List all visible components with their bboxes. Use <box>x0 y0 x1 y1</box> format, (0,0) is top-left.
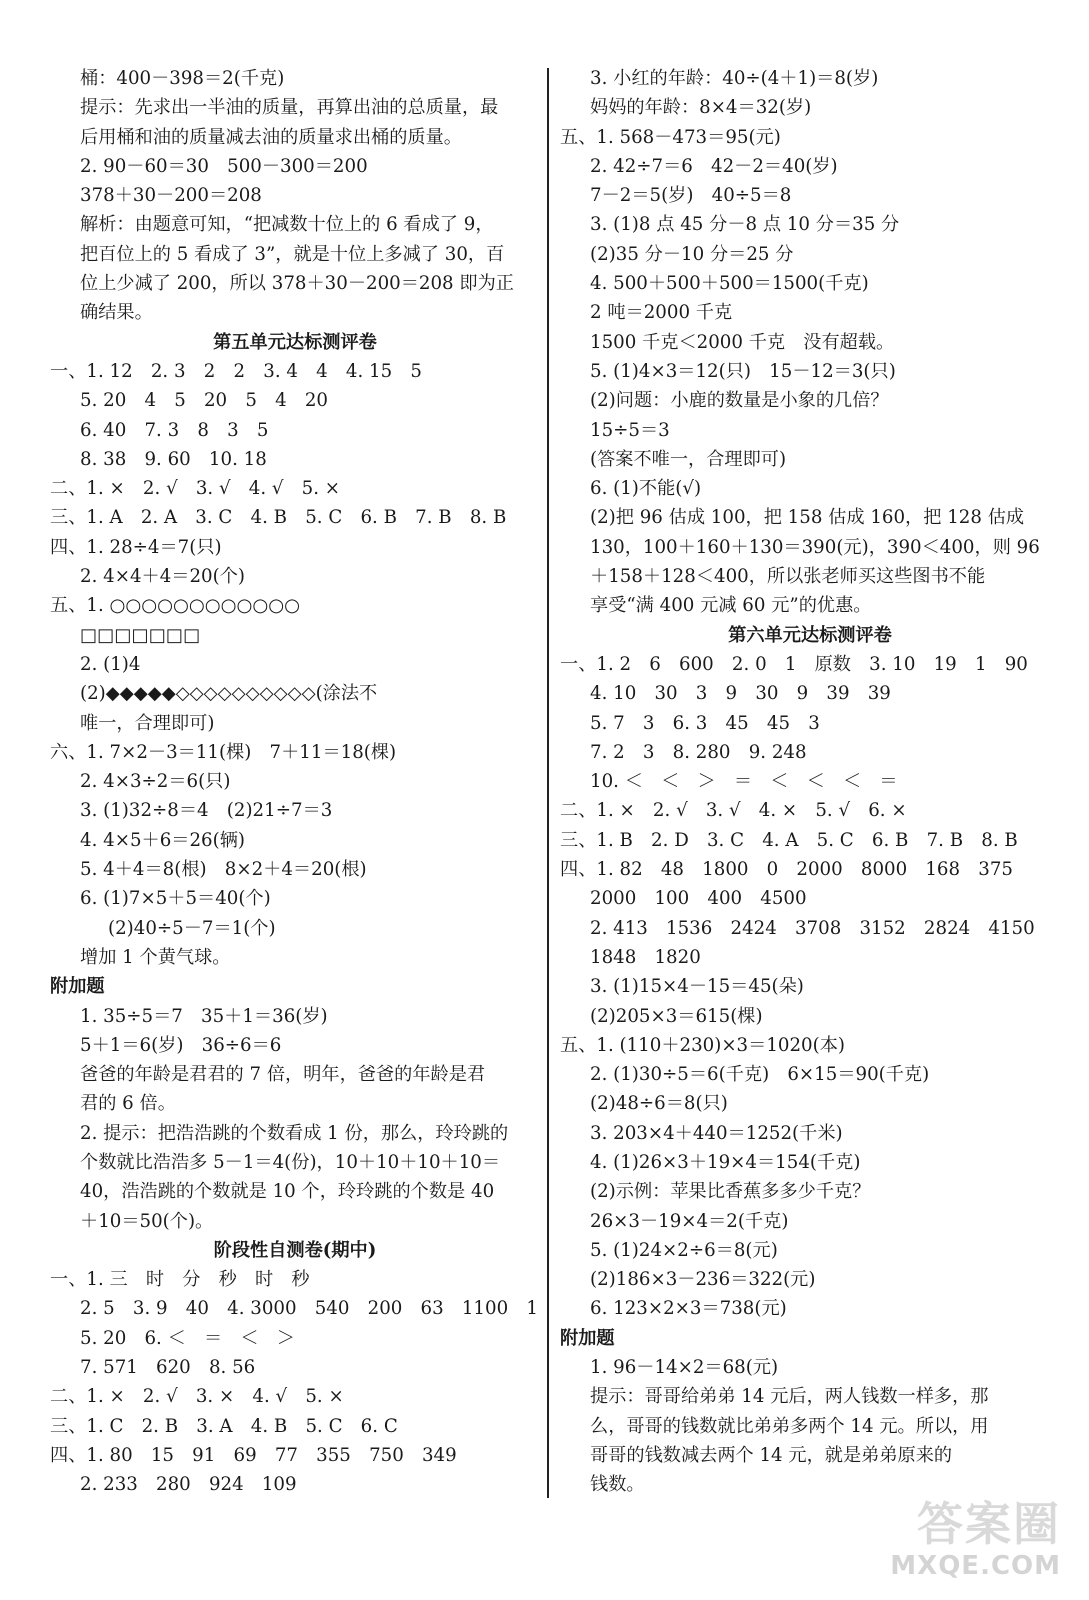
answer-line: 四、1. 80 15 91 69 77 355 750 349 <box>50 1444 457 1466</box>
answer-line: 4. (1)26×3＋19×4＝154(千克) <box>590 1151 861 1173</box>
answer-line: 7. 2 3 8. 280 9. 248 <box>590 741 807 763</box>
answer-line: (答案不唯一，合理即可) <box>590 448 787 470</box>
answer-line: 四、1. 28÷4＝7(只) <box>50 536 222 558</box>
answer-line: 桶：400－398＝2(千克) <box>80 68 285 89</box>
answer-line: 2. 提示：把浩浩跳的个数看成 1 份，那么，玲玲跳的 <box>80 1122 509 1144</box>
answer-line: (2)35 分－10 分＝25 分 <box>590 243 794 265</box>
answer-line: 个数就比浩浩多 5－1＝4(份)，10＋10＋10＋10＝ <box>80 1151 501 1173</box>
answer-line: 2 吨＝2000 千克 <box>590 302 733 324</box>
watermark-logo <box>861 1498 1061 1594</box>
answer-line: (2)◆◆◆◆◆◇◇◇◇◇◇◇◇◇◇(涂法不 <box>80 683 378 705</box>
right-column <box>560 64 1060 1500</box>
watermark-bottom-text: MXQE.COM <box>890 1551 1061 1581</box>
column-divider <box>547 68 549 1498</box>
answer-line: (2)把 96 估成 100，把 158 估成 160，把 128 估成 <box>590 507 1025 529</box>
answer-line: 6. 40 7. 3 8 3 5 <box>80 419 269 441</box>
answer-line: 4. 10 30 3 9 30 9 39 39 <box>590 683 891 705</box>
answer-line: 10. ＜ ＜ ＞ ＝ ＜ ＜ ＜ ＝ <box>590 771 898 793</box>
answer-line: 五、1. 568－473＝95(元) <box>560 126 781 148</box>
answer-line: 1500 千克＜2000 千克 没有超载。 <box>590 331 895 353</box>
answer-line: 3. 小红的年龄：40÷(4＋1)＝8(岁) <box>590 68 879 89</box>
answer-line: (2)问题：小鹿的数量是小象的几倍？ <box>590 390 889 412</box>
answer-line: 爸爸的年龄是君君的 7 倍，明年，爸爸的年龄是君 <box>80 1064 486 1086</box>
answer-line: 2. 4×4＋4＝20(个) <box>80 566 245 588</box>
answer-line: 一、1. 12 2. 3 2 2 3. 4 4 4. 15 5 <box>50 360 422 382</box>
answer-line: 15÷5＝3 <box>590 419 670 441</box>
answer-line: 提示：先求出一半油的质量，再算出油的总质量，最 <box>80 97 499 119</box>
answer-line: 1. 96－14×2＝68(元) <box>590 1357 779 1379</box>
answer-line: 3. 203×4＋440＝1252(千米) <box>590 1122 843 1144</box>
section-heading: 第六单元达标测评卷 <box>728 624 892 646</box>
subsection-heading: 附加题 <box>50 976 105 998</box>
answer-line: 130，100＋160＋130＝390(元)，390＜400，则 96 <box>590 536 1040 558</box>
answer-line: 40，浩浩跳的个数就是 10 个，玲玲跳的个数是 40 <box>80 1181 495 1203</box>
subsection-heading: 附加题 <box>560 1327 615 1349</box>
answer-line: 2. 413 1536 2424 3708 3152 2824 4150 <box>590 917 1035 939</box>
answer-line: 哥哥的钱数减去两个 14 元，就是弟弟原来的 <box>590 1444 953 1466</box>
answer-line: 5. (1)24×2÷6＝8(元) <box>590 1239 778 1261</box>
answer-line: 二、1. × 2. √ 3. √ 4. √ 5. × <box>50 478 341 500</box>
answer-line: 4. 4×5＋6＝26(辆) <box>80 829 245 851</box>
answer-line: 3. (1)15×4－15＝45(朵) <box>590 976 804 998</box>
answer-line: ＋10＝50(个)。 <box>80 1210 214 1232</box>
answer-line: 6. 123×2×3＝738(元) <box>590 1298 787 1320</box>
answer-line: 后用桶和油的质量减去油的质量求出桶的质量。 <box>80 126 462 148</box>
section-heading: 第五单元达标测评卷 <box>213 331 377 353</box>
answer-line: 2. 90－60＝30 500－300＝200 <box>80 155 368 177</box>
section-heading: 阶段性自测卷(期中) <box>213 1239 377 1261</box>
answer-line: 位上少减了 200，所以 378＋30－200＝208 即为正 <box>80 273 514 295</box>
answer-line: 7. 571 620 8. 56 <box>80 1357 256 1379</box>
answer-line: 8. 38 9. 60 10. 18 <box>80 448 267 470</box>
answer-line: 5. 20 4 5 20 5 4 20 <box>80 390 328 412</box>
answer-line: 一、1. 三 时 分 秒 时 秒 <box>50 1269 310 1291</box>
answer-line: (2)205×3＝615(棵) <box>590 1005 763 1027</box>
answer-line: 2. (1)4 <box>80 653 141 675</box>
answer-line: 2. 42÷7＝6 42－2＝40(岁) <box>590 155 838 177</box>
answer-line: 2. 4×3÷2＝6(只) <box>80 771 231 793</box>
answer-line: 五、1. ○○○○○○○○○○○○ <box>50 595 300 617</box>
answer-line: 二、1. × 2. √ 3. √ 4. × 5. √ 6. × <box>560 800 907 822</box>
answer-line: (2)48÷6＝8(只) <box>590 1093 728 1115</box>
answer-line: 378＋30－200＝208 <box>80 185 262 207</box>
answer-line: 君的 6 倍。 <box>80 1093 176 1115</box>
answer-line: 三、1. A 2. A 3. C 4. B 5. C 6. B 7. B 8. B <box>50 507 507 529</box>
answer-line: (2)示例：苹果比香蕉多多少千克？ <box>590 1181 871 1203</box>
answer-line: 享受“满 400 元减 60 元”的优惠。 <box>590 595 872 617</box>
answer-line: 增加 1 个黄气球。 <box>80 946 231 968</box>
answer-line: 2. 5 3. 9 40 4. 3000 540 200 63 1100 1 <box>80 1298 538 1320</box>
answer-line: 妈妈的年龄：8×4＝32(岁) <box>590 97 812 119</box>
answer-line: □□□□□□□ <box>80 624 201 646</box>
answer-line: 解析：由题意可知，“把减数十位上的 6 看成了 9， <box>80 214 494 236</box>
answer-line: 3. (1)8 点 45 分－8 点 10 分＝35 分 <box>590 214 900 236</box>
answer-line: 二、1. × 2. √ 3. × 4. √ 5. × <box>50 1386 344 1408</box>
answer-line: 26×3－19×4＝2(千克) <box>590 1210 789 1232</box>
answer-line: 2000 100 400 4500 <box>590 888 807 910</box>
answer-line: 5. 7 3 6. 3 45 45 3 <box>590 712 820 734</box>
answer-line: 三、1. B 2. D 3. C 4. A 5. C 6. B 7. B 8. B <box>560 829 1018 851</box>
left-column <box>50 64 540 1500</box>
answer-line: 把百位上的 5 看成了 3”，就是十位上多减了 30，百 <box>80 243 505 265</box>
answer-line: 六、1. 7×2－3＝11(棵) 7＋11＝18(棵) <box>50 741 397 763</box>
answer-line: ＋158＋128＜400，所以张老师买这些图书不能 <box>590 566 986 588</box>
answer-line: 确结果。 <box>80 302 153 324</box>
answer-line: 1. 35÷5＝7 35＋1＝36(岁) <box>80 1005 328 1027</box>
answer-line: 5. 20 6. ＜ ＝ ＜ ＞ <box>80 1327 295 1349</box>
answer-line: 三、1. C 2. B 3. A 4. B 5. C 6. C <box>50 1415 398 1437</box>
answer-line: 5. 4＋4＝8(根) 8×2＋4＝20(根) <box>80 859 367 881</box>
answer-line: 6. (1)不能(√) <box>590 478 702 500</box>
answer-line: 2. 233 280 924 109 <box>80 1474 297 1496</box>
answer-line: 3. (1)32÷8＝4 (2)21÷7＝3 <box>80 800 333 822</box>
answer-line: 7－2＝5(岁) 40÷5＝8 <box>590 185 792 207</box>
answer-line: 5＋1＝6(岁) 36÷6＝6 <box>80 1034 282 1056</box>
answer-line: 2. (1)30÷5＝6(千克) 6×15＝90(千克) <box>590 1064 930 1086</box>
answer-line: (2)40÷5－7＝1(个) <box>108 917 276 939</box>
answer-line: 钱数。 <box>590 1474 645 1496</box>
watermark-top-text: 答案圈 <box>917 1497 1061 1551</box>
answer-line: (2)186×3－236＝322(元) <box>590 1269 816 1291</box>
answer-line: 一、1. 2 6 600 2. 0 1 原数 3. 10 19 1 90 <box>560 653 1028 675</box>
answer-line: 五、1. (110＋230)×3＝1020(本) <box>560 1034 845 1056</box>
answer-line: 唯一，合理即可) <box>80 712 215 734</box>
answer-line: 4. 500＋500＋500＝1500(千克) <box>590 273 869 295</box>
answer-line: 么，哥哥的钱数就比弟弟多两个 14 元。所以，用 <box>590 1415 989 1437</box>
answer-line: 6. (1)7×5＋5＝40(个) <box>80 888 271 910</box>
answer-line: 四、1. 82 48 1800 0 2000 8000 168 375 <box>560 859 1013 881</box>
answer-line: 1848 1820 <box>590 946 701 968</box>
answer-line: 5. (1)4×3＝12(只) 15－12＝3(只) <box>590 360 896 382</box>
answer-line: 提示：哥哥给弟弟 14 元后，两人钱数一样多，那 <box>590 1386 989 1408</box>
